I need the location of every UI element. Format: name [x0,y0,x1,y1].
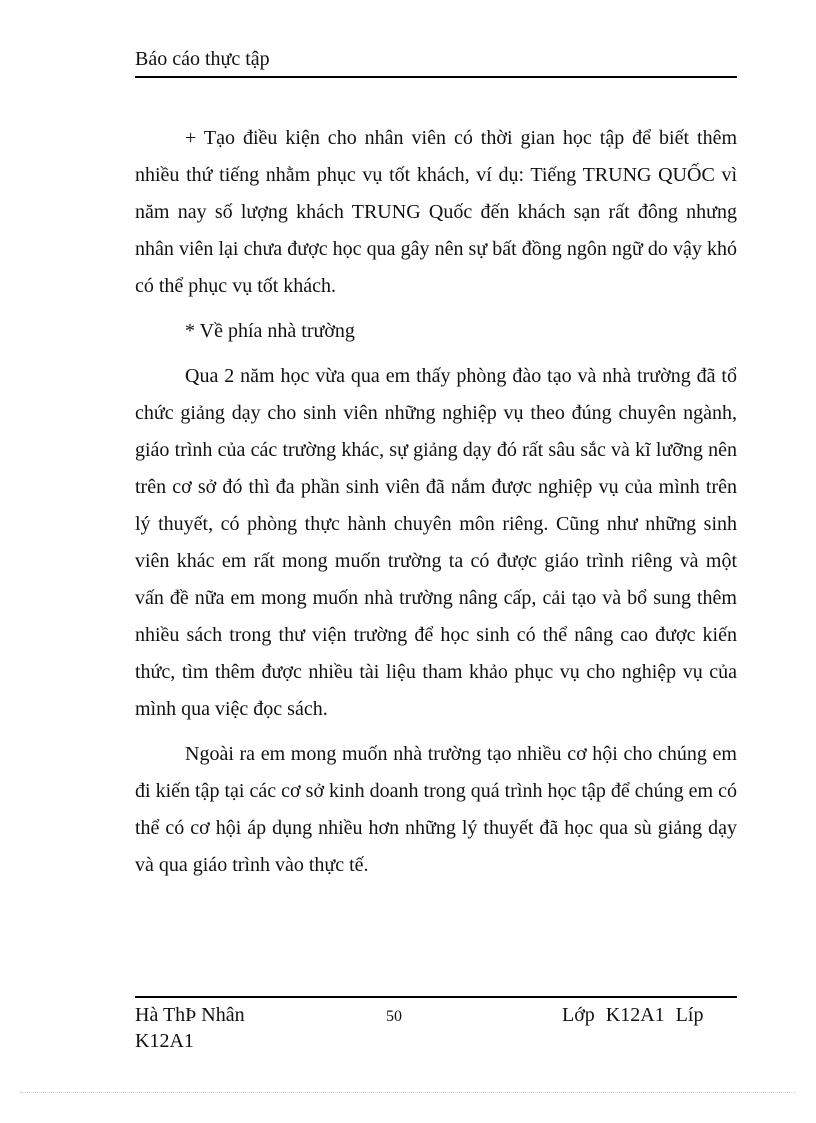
page-bottom-divider [20,1092,796,1093]
paragraph-internship-wish: Ngoài ra em mong muốn nhà trường tạo nhiều cơ hội cho chúng em đi kiến tập tại các cơ sở kinh doanh trong quá trình học tập để chúng em có thể có cơ hội áp dụng nhiều hơn những lý thuyết đã học qua sù giảng dạy và qua giáo trình vào thực tế. [135,743,737,876]
footer-rule [135,996,737,998]
paragraph-training-languages: + Tạo điều kiện cho nhân viên có thời gian học tập để biết thêm nhiều thứ tiếng nhằm phục vụ tốt khách, ví dụ: Tiếng TRUNG QUỐC vì năm nay số lượng khách TRUNG Quốc đến khách sạn rất đông nhưng nhân viên lại chưa được học qua gây nên sự bất đồng ngôn ngữ do vậy khó có thể phục vụ tốt khách. [135,127,737,297]
document-body [135,120,737,892]
header-title: Báo cáo thực tập [135,48,270,70]
paragraph-school-feedback: Qua 2 năm học vừa qua em thấy phòng đào tạo và nhà trường đã tổ chức giảng dạy cho sinh viên những nghiệp vụ theo đúng chuyên ngành, giáo trình của các trường khác, sự giảng dạy đó rất sâu sắc và kĩ lưỡng nên trên cơ sở đó thì đa phần sinh viên đã nắm được nghiệp vụ của mình trên lý thuyết, có phòng thực hành chuyên môn riêng. Cũng như những sinh viên khác em rất mong muốn trường ta có được giáo trình riêng và một vấn đề nữa em mong muốn nhà trường nâng cấp, cải tạo và bổ sung thêm nhiều sách trong thư viện trường để học sinh có thể nâng cao được kiến thức, tìm thêm được nhiều tài liệu tham khảo phục vụ cho nghiệp vụ của mình qua việc đọc sách. [135,365,737,720]
footer-class: Lớp K12A1 Líp [562,1004,704,1026]
footer-author: Hà ThÞ Nhân K12A1 [135,1004,245,1052]
header-rule [135,76,737,78]
page-number: 50 [386,1008,402,1025]
paragraph-school-heading: * Về phía nhà trường [185,320,355,342]
